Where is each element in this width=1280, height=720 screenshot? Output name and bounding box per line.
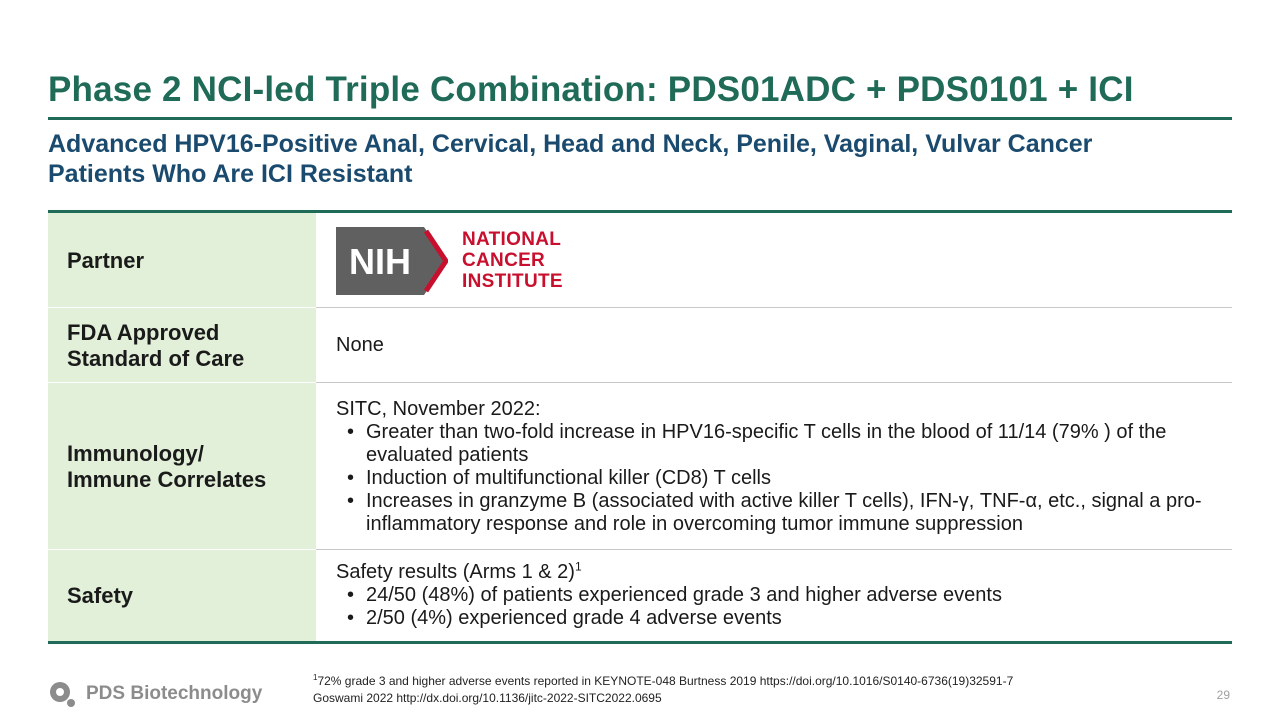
- pds-logo-icon: [48, 680, 76, 708]
- row-safety-label: Safety: [48, 550, 316, 641]
- row-soc-value: None: [336, 334, 384, 356]
- row-partner: [48, 213, 1232, 308]
- footnote-line-1: [313, 673, 1013, 690]
- company-name: PDS Biotechnology: [86, 683, 263, 704]
- footnote: [313, 673, 1013, 707]
- title-divider: [48, 117, 1232, 120]
- subtitle-line-2: Patients Who Are ICI Resistant: [48, 160, 413, 188]
- page-number: 29: [1216, 688, 1230, 702]
- company-logo: [48, 680, 262, 708]
- svg-text:NIH: NIH: [349, 240, 411, 282]
- row-soc-content: [316, 308, 1232, 383]
- nci-logo: [336, 227, 1232, 295]
- footnote-marker: 1: [313, 673, 318, 682]
- list-item: • Greater than two-fold increase in HPV16-specific T cells in the blood of 11/14 (79% ) of the evaluated patients: [346, 421, 1206, 467]
- row-immunology: [48, 383, 1232, 550]
- row-partner-label: Partner: [48, 213, 316, 308]
- slide-subtitle: [48, 129, 1232, 189]
- immunology-intro: SITC, November 2022:: [336, 397, 541, 420]
- row-immunology-label-line-2: Immune Correlates: [67, 466, 267, 492]
- subtitle-line-1: Advanced HPV16-Positive Anal, Cervical, Head and Neck, Penile, Vaginal, Vulvar Cancer: [48, 130, 1093, 158]
- slide-title: Phase 2 NCI-led Triple Combination: PDS01ADC + PDS0101 + ICI: [48, 70, 1134, 109]
- row-immunology-label: [48, 383, 316, 550]
- nci-logo-line-1: NATIONAL: [462, 229, 562, 250]
- nci-logo-line-3: INSTITUTE: [462, 271, 563, 292]
- row-immunology-content: [316, 383, 1232, 550]
- safety-intro: [336, 561, 1232, 584]
- footnote-line-1-text: 72% grade 3 and higher adverse events reported in KEYNOTE-048 Burtness 2019 https://doi.org/10.1016/S0140-6736(19)32591-7: [317, 674, 1014, 688]
- row-soc-label-line-2: Standard of Care: [67, 345, 245, 371]
- list-item: • Increases in granzyme B (associated with active killer T cells), IFN-γ, TNF-α, etc., signal a pro-inflammatory response and role in overcoming tumor immune suppression: [346, 490, 1206, 536]
- nci-logo-text: [462, 229, 563, 292]
- row-safety: [48, 550, 1232, 641]
- row-immunology-label-line-1: Immunology/: [67, 440, 204, 466]
- footnote-line-2: Goswami 2022 http://dx.doi.org/10.1136/jitc-2022-SITC2022.0695: [313, 691, 662, 705]
- safety-intro-text: Safety results (Arms 1 & 2): [336, 561, 575, 583]
- safety-footnote-marker: 1: [574, 559, 582, 574]
- row-soc-label: [48, 308, 316, 383]
- safety-bullet-list: [346, 584, 1232, 630]
- list-item: • 2/50 (4%) experienced grade 4 adverse events: [346, 607, 1232, 630]
- row-safety-content: [316, 550, 1232, 641]
- list-item: • Induction of multifunctional killer (CD8) T cells: [346, 467, 1206, 490]
- nci-logo-line-2: CANCER: [462, 250, 546, 271]
- list-item: • 24/50 (48%) of patients experienced grade 3 and higher adverse events: [346, 584, 1232, 607]
- row-partner-content: [316, 213, 1232, 308]
- nih-logo-mark: [336, 227, 448, 295]
- row-standard-of-care: [48, 308, 1232, 383]
- row-soc-label-line-1: FDA Approved: [67, 319, 220, 345]
- immunology-bullet-list: [346, 421, 1206, 536]
- table-bottom-rule: [48, 641, 1232, 644]
